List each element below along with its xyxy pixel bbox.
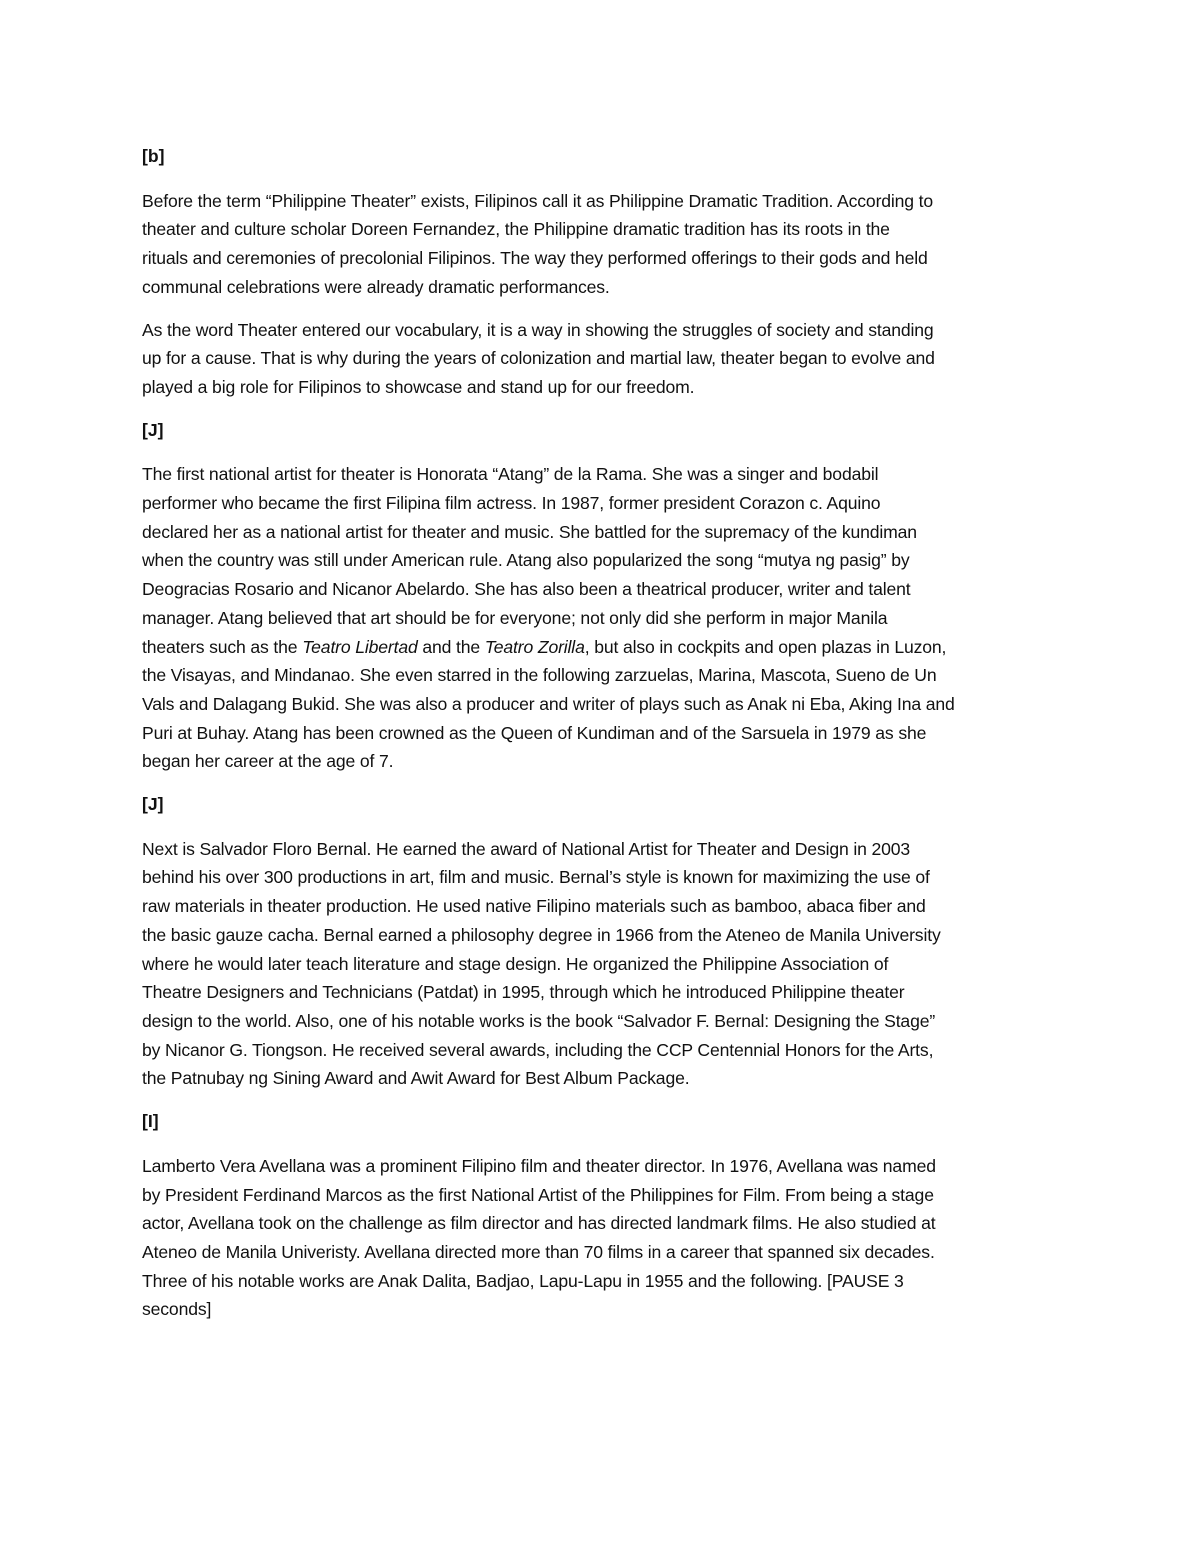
paragraph-salvador-bernal: Next is Salvador Floro Bernal. He earned the award of National Artist for Theater and Design in 2003 behind his over 300 productions in art, film and music. Bernal’s style is known for maximizing the use of raw materials in theater production. He used native Filipino materials such as bamboo, abaca fiber and the basic gauze cacha. Bernal earned a philosophy degree in 1966 from the Ateneo de Manila University where he would later teach literature and stage design. He organized the Philippine Association of Theatre Designers and Technicians (Patdat) in 1995, through which he introduced Philippine theater design to the world. Also, one of his notable works is the book “Salvador F. Bernal: Designing the Stage” by Nicanor G. Tiongson. He received several awards, including the CCP Centennial Honors for the Arts, the Patnubay ng Sining Award and Awit Award for Best Album Package. bbox=[142, 838, 941, 1089]
italic-title-teatro-libertad: Teatro Libertad bbox=[302, 636, 418, 657]
paragraph-text: , but also in cockpits and open plazas in Luzon, the Visayas, and Mindanao. She even starred in the following zarzuelas, Marina, Mascota, Sueno de Un Vals and Dalagang Bukid. She was also a producer and writer of plays such as Anak ni Eba, Aking Ina and Puri at Buhay. Atang has been crowned as the Queen of Kundiman and of the Sarsuela in 1979 as she began her career at the age of 7. bbox=[142, 636, 955, 772]
paragraph-honorata-de-la-rama bbox=[142, 460, 1062, 776]
paragraph-text: The first national artist for theater is Honorata “Atang” de la Rama. She was a singer and bodabil performer who became the first Filipina film actress. In 1987, former president Corazon c. Aquino declared her as a national artist for theater and music. She battled for the supremacy of the kundiman when the country was still under American rule. Atang also popularized the song “mutya ng pasig” by Deogracias Rosario and Nicanor Abelardo. She has also been a theatrical producer, writer and talent manager. Atang believed that art should be for everyone; not only did she perform in major Manila theaters such as the bbox=[142, 464, 917, 657]
section-marker: [J] bbox=[142, 794, 164, 815]
section-marker: [I] bbox=[142, 1111, 159, 1132]
italic-title-teatro-zorilla: Teatro Zorilla bbox=[484, 636, 585, 657]
section-marker: [J] bbox=[142, 419, 164, 440]
paragraph-lamberto-avellana: Lamberto Vera Avellana was a prominent Filipino film and theater director. In 1976, Avellana was named by President Ferdinand Marcos as the first National Artist of the Philippines for Film. From being a stage actor, Avellana took on the challenge as film director and has directed landmark films. He also studied at Ateneo de Manila Univeristy. Avellana directed more than 70 films in a career that spanned six decades. Three of his notable works are Anak Dalita, Badjao, Lapu-Lapu in 1955 and the following. [PAUSE 3 seconds] bbox=[142, 1155, 936, 1320]
paragraph-philippine-dramatic-tradition: Before the term “Philippine Theater” exists, Filipinos call it as Philippine Dramatic Tradition. According to theater and culture scholar Doreen Fernandez, the Philippine dramatic tradition has its roots in the rituals and ceremonies of precolonial Filipinos. The way they performed offerings to their gods and held communal celebrations were already dramatic performances. bbox=[142, 190, 934, 297]
document-body bbox=[142, 142, 1062, 1324]
section-marker: [b] bbox=[142, 146, 165, 166]
paragraph-theater-vocabulary: As the word Theater entered our vocabulary, it is a way in showing the struggles of society and standing up for a cause. That is why during the years of colonization and martial law, theater began to evolve and played a big role for Filipinos to showcase and stand up for our freedom. bbox=[142, 319, 935, 397]
paragraph-text: and the bbox=[417, 636, 485, 657]
